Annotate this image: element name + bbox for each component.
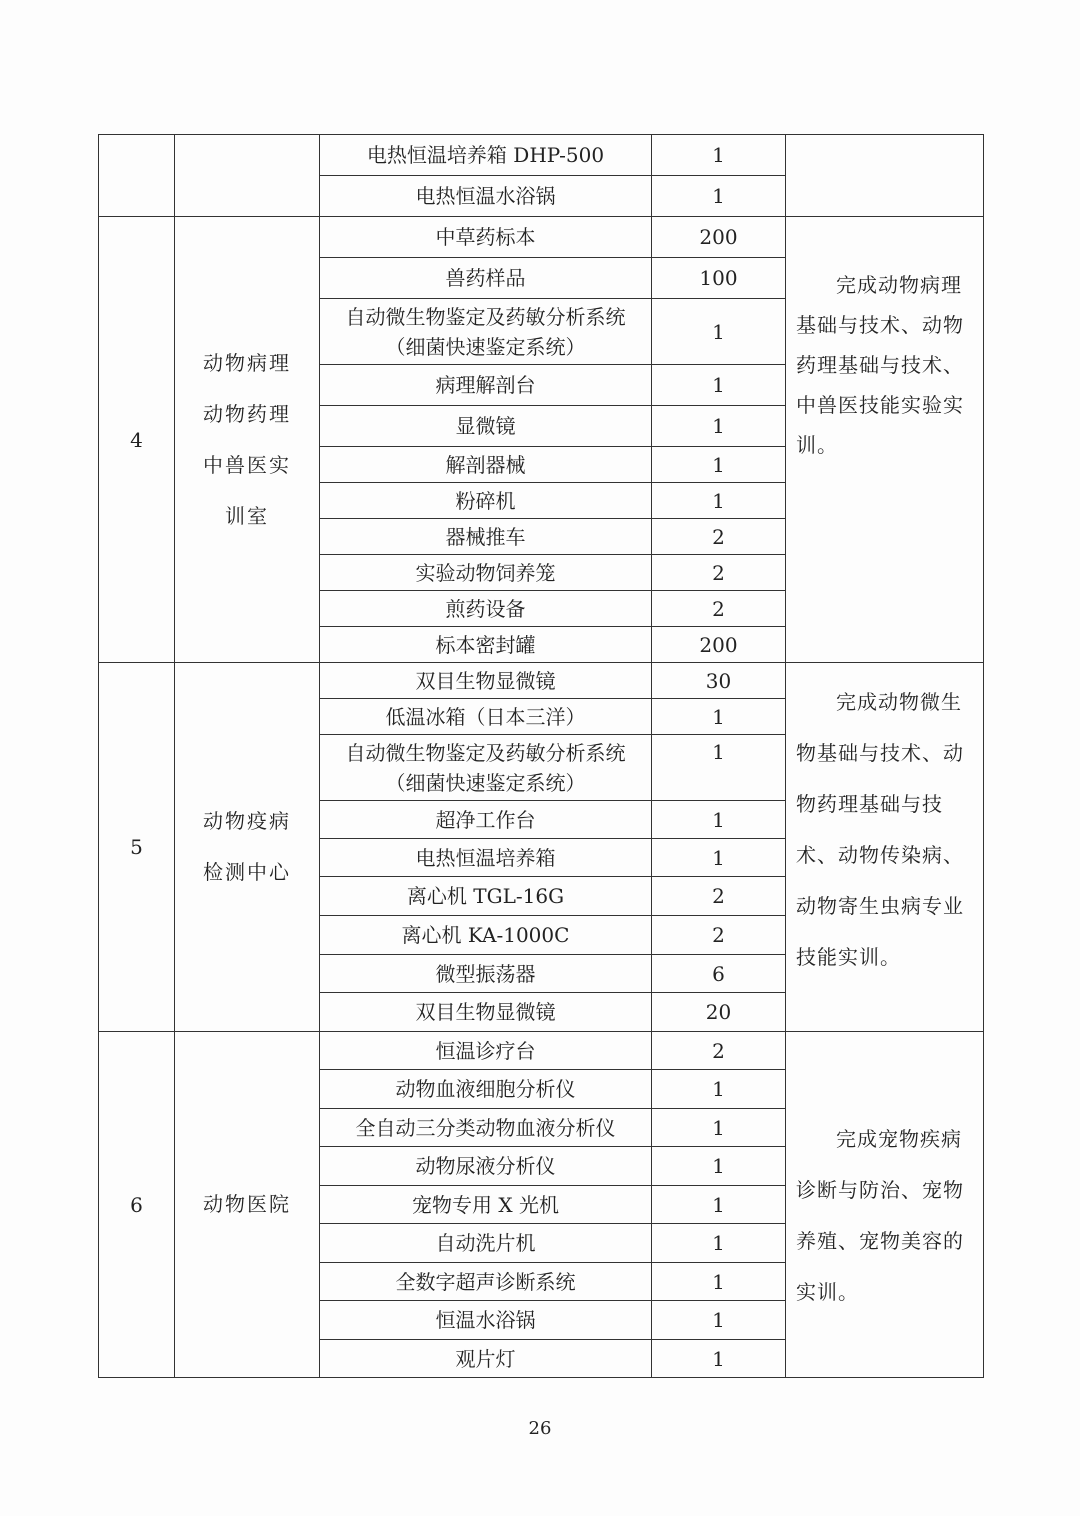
item-name: 自动微生物鉴定及药敏分析系统（细菌快速鉴定系统）: [320, 735, 652, 801]
item-name: 器械推车: [320, 519, 652, 555]
item-name: 离心机 TGL-16G: [320, 877, 652, 916]
item-qty: 30: [652, 663, 786, 699]
item-name: 观片灯: [320, 1340, 652, 1378]
section-number: 6: [99, 1032, 175, 1378]
item-qty: 20: [652, 993, 786, 1032]
item-qty: 1: [652, 483, 786, 519]
item-qty: 2: [652, 916, 786, 955]
usage-description: 完成宠物疾病诊断与防治、宠物养殖、宠物美容的实训。: [786, 1032, 984, 1378]
item-name: 电热恒温培养箱: [320, 839, 652, 877]
item-name: 全自动三分类动物血液分析仪: [320, 1109, 652, 1147]
item-qty: 200: [652, 627, 786, 663]
item-qty: 1: [652, 801, 786, 839]
item-qty: 6: [652, 955, 786, 993]
item-qty: 2: [652, 555, 786, 591]
item-qty: 1: [652, 839, 786, 877]
item-qty: 1: [652, 1263, 786, 1301]
item-qty: 1: [652, 1186, 786, 1224]
item-name: 双目生物显微镜: [320, 993, 652, 1032]
room-name: 动物医院: [175, 1032, 320, 1378]
item-qty: 1: [652, 406, 786, 447]
item-name: 自动微生物鉴定及药敏分析系统（细菌快速鉴定系统）: [320, 299, 652, 365]
room-cell: [175, 135, 320, 217]
equipment-table: [98, 134, 984, 1378]
section-number: 5: [99, 663, 175, 1032]
usage-description: 完成动物微生物基础与技术、动物药理基础与技术、动物传染病、动物寄生虫病专业技能实训。: [786, 663, 984, 1032]
item-name: 中草药标本: [320, 217, 652, 258]
item-name: 动物血液细胞分析仪: [320, 1070, 652, 1109]
item-name: 双目生物显微镜: [320, 663, 652, 699]
item-name: 病理解剖台: [320, 365, 652, 406]
item-name: 自动洗片机: [320, 1224, 652, 1263]
item-qty: 200: [652, 217, 786, 258]
table-row: [99, 663, 984, 699]
item-name: 标本密封罐: [320, 627, 652, 663]
item-qty: 1: [652, 1070, 786, 1109]
usage-description: 完成动物病理基础与技术、动物药理基础与技术、中兽医技能实验实训。: [786, 217, 984, 663]
item-qty: 1: [652, 299, 786, 365]
item-qty: 1: [652, 699, 786, 735]
item-name: 恒温诊疗台: [320, 1032, 652, 1070]
item-name: 恒温水浴锅: [320, 1301, 652, 1340]
item-name: 电热恒温水浴锅: [320, 176, 652, 217]
item-qty: 2: [652, 591, 786, 627]
item-qty: 1: [652, 1340, 786, 1378]
item-name: 显微镜: [320, 406, 652, 447]
item-name: 宠物专用 X 光机: [320, 1186, 652, 1224]
item-qty: 1: [652, 1109, 786, 1147]
item-name: 全数字超声诊断系统: [320, 1263, 652, 1301]
item-qty: 1: [652, 365, 786, 406]
item-qty: 1: [652, 1301, 786, 1340]
item-name: 兽药样品: [320, 258, 652, 299]
item-qty: 1: [652, 447, 786, 483]
item-name: 微型振荡器: [320, 955, 652, 993]
item-name: 动物尿液分析仪: [320, 1147, 652, 1186]
page-number: 26: [528, 1418, 552, 1439]
item-name: 低温冰箱（日本三洋）: [320, 699, 652, 735]
item-name: 实验动物饲养笼: [320, 555, 652, 591]
table-row: [99, 135, 984, 176]
usage-cell: [786, 135, 984, 217]
table-row: [99, 1032, 984, 1070]
item-qty: 100: [652, 258, 786, 299]
room-name: 动物疫病检测中心: [175, 663, 320, 1032]
item-name: 煎药设备: [320, 591, 652, 627]
section-number-cell: [99, 135, 175, 217]
item-name: 粉碎机: [320, 483, 652, 519]
item-qty: 1: [652, 135, 786, 176]
item-qty: 2: [652, 519, 786, 555]
item-qty: 1: [652, 1224, 786, 1263]
item-name: 解剖器械: [320, 447, 652, 483]
table-row: [99, 217, 984, 258]
item-qty: 1: [652, 1147, 786, 1186]
item-qty: 1: [652, 735, 786, 801]
section-number: 4: [99, 217, 175, 663]
item-name: 离心机 KA-1000C: [320, 916, 652, 955]
item-name: 超净工作台: [320, 801, 652, 839]
room-name: 动物病理动物药理中兽医实训室: [175, 217, 320, 663]
item-qty: 2: [652, 877, 786, 916]
item-qty: 2: [652, 1032, 786, 1070]
item-name: 电热恒温培养箱 DHP-500: [320, 135, 652, 176]
item-qty: 1: [652, 176, 786, 217]
